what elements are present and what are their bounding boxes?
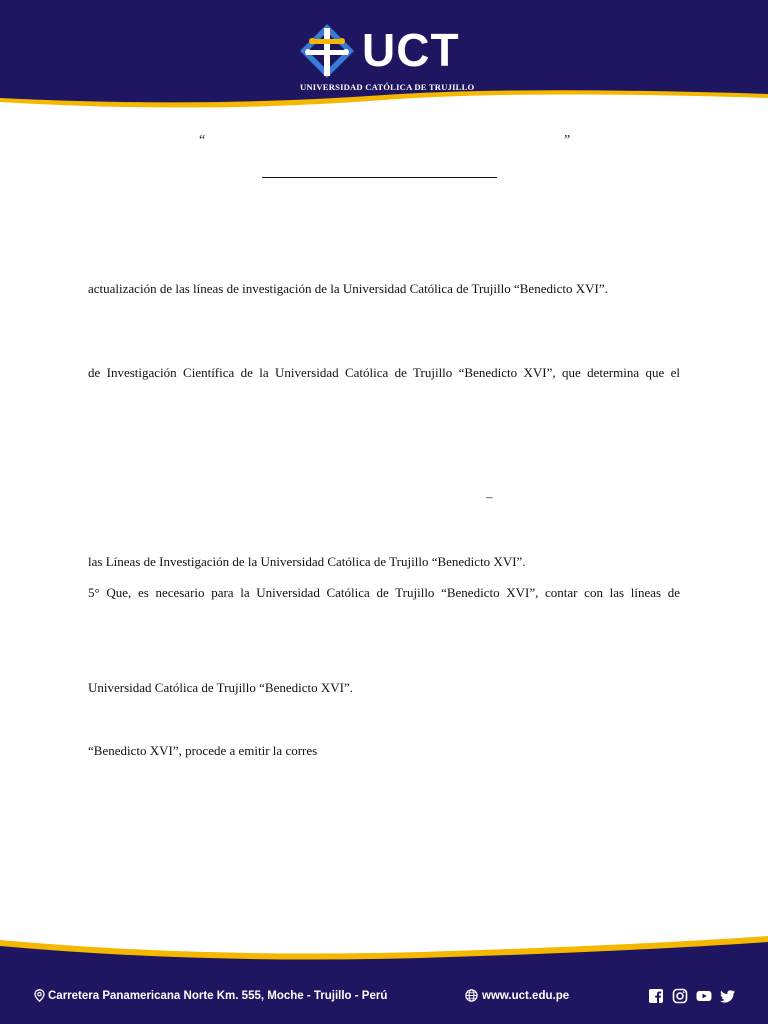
- social-links: [648, 988, 736, 1004]
- uct-logo[interactable]: [298, 22, 478, 94]
- youtube-icon[interactable]: [696, 988, 712, 1004]
- footer-address-text: Carretera Panamericana Norte Km. 555, Moche - Trujillo - Perú: [48, 989, 388, 1002]
- twitter-icon[interactable]: [720, 988, 736, 1004]
- body-line-4: 5° Que, es necesario para la Universidad Católica de Trujillo “Benedicto XVI”, contar con las líneas de: [88, 585, 680, 600]
- title-open-quote: “: [199, 133, 206, 148]
- logo-wordmark: UCT: [362, 24, 460, 76]
- title-close-quote: ”: [564, 133, 571, 148]
- body-line-6: “Benedicto XVI”, procede a emitir la corres: [88, 743, 318, 758]
- footer-website-text[interactable]: www.uct.edu.pe: [482, 989, 570, 1002]
- body-line-2: de Investigación Científica de la Universidad Católica de Trujillo “Benedicto XVI”, que determina que el: [88, 365, 680, 380]
- title-underline: [262, 177, 497, 178]
- cross-emblem-icon: [298, 22, 356, 80]
- location-pin-icon: [34, 989, 45, 1002]
- footer-website[interactable]: [465, 989, 569, 1002]
- footer-address: [34, 989, 387, 1002]
- page-header: [0, 0, 768, 120]
- body-line-3: las Líneas de Investigación de la Universidad Católica de Trujillo “Benedicto XVI”.: [88, 554, 526, 569]
- facebook-icon[interactable]: [648, 988, 664, 1004]
- body-dash: –: [486, 489, 493, 504]
- body-line-1: actualización de las líneas de investigación de la Universidad Católica de Trujillo “Benedicto XVI”.: [88, 281, 608, 296]
- instagram-icon[interactable]: [672, 988, 688, 1004]
- body-line-5: Universidad Católica de Trujillo “Benedicto XVI”.: [88, 680, 354, 695]
- university-name: UNIVERSIDAD CATÓLICA DE TRUJILLO: [300, 82, 475, 92]
- globe-icon: [465, 989, 478, 1002]
- page-footer: [0, 930, 768, 1024]
- footer-band: [0, 930, 768, 1024]
